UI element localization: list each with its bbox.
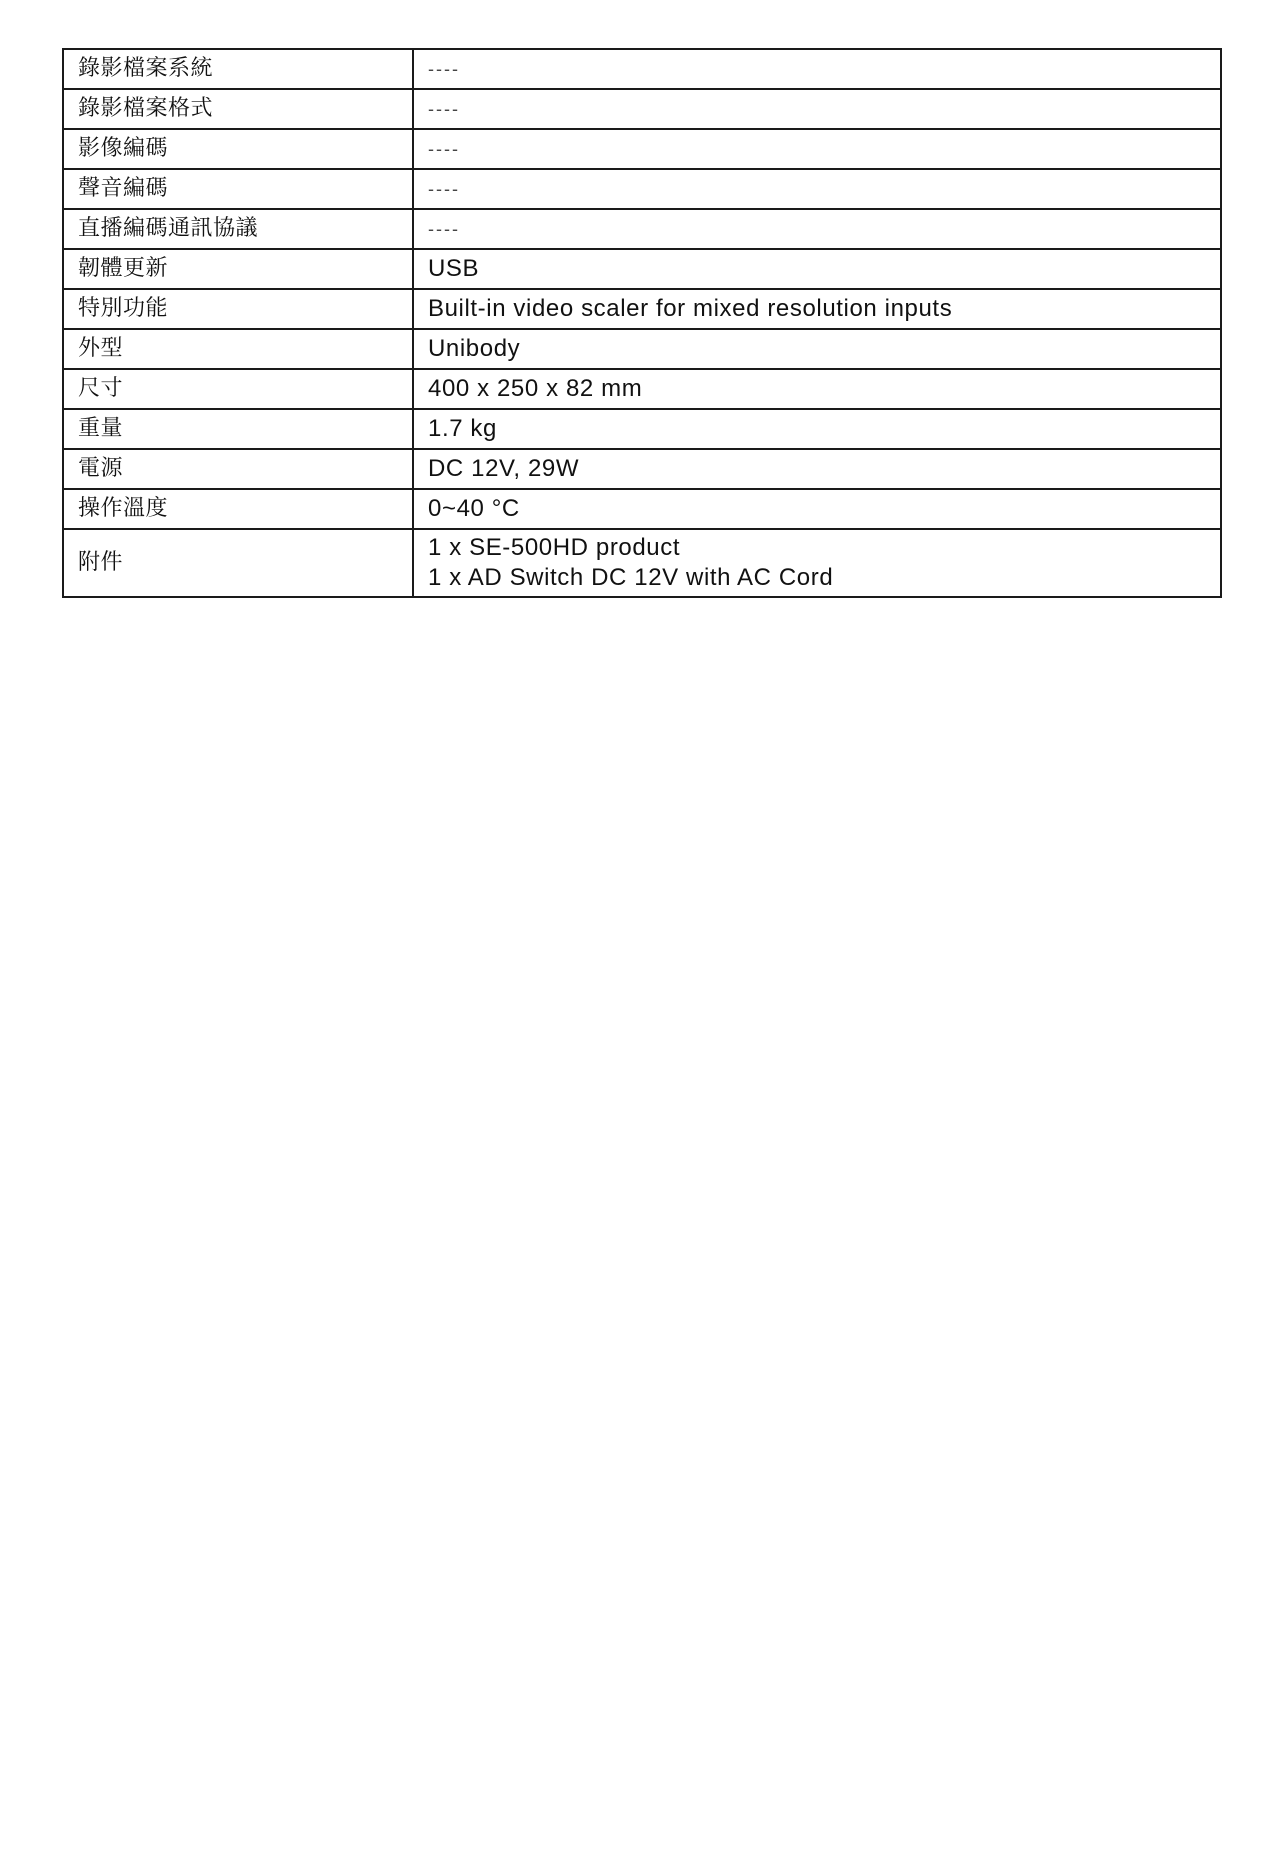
spec-value: 0~40 °C: [413, 489, 1221, 529]
spec-row-accessories: [63, 529, 1221, 597]
spec-label: 影像編碼: [63, 129, 413, 169]
spec-row-streaming-protocol: [63, 209, 1221, 249]
spec-label: 重量: [63, 409, 413, 449]
spec-value: ----: [413, 49, 1221, 89]
spec-label: 附件: [63, 529, 413, 597]
spec-row-form-factor: [63, 329, 1221, 369]
spec-label: 外型: [63, 329, 413, 369]
accessory-line: 1 x AD Switch DC 12V with AC Cord: [428, 564, 834, 591]
spec-row-operating-temperature: [63, 489, 1221, 529]
spec-row-recording-file-system: [63, 49, 1221, 89]
spec-value: ----: [413, 89, 1221, 129]
spec-row-audio-codec: [63, 169, 1221, 209]
spec-label: 錄影檔案系統: [63, 49, 413, 89]
spec-row-video-codec: [63, 129, 1221, 169]
spec-row-power: [63, 449, 1221, 489]
spec-row-recording-file-format: [63, 89, 1221, 129]
spec-value: ----: [413, 169, 1221, 209]
spec-row-special-features: [63, 289, 1221, 329]
spec-value: USB: [413, 249, 1221, 289]
spec-value: 400 x 250 x 82 mm: [413, 369, 1221, 409]
spec-value: [413, 529, 1221, 597]
spec-label: 直播編碼通訊協議: [63, 209, 413, 249]
spec-label: 特別功能: [63, 289, 413, 329]
spec-value: ----: [413, 129, 1221, 169]
spec-label: 錄影檔案格式: [63, 89, 413, 129]
spec-label: 尺寸: [63, 369, 413, 409]
spec-row-firmware-update: [63, 249, 1221, 289]
accessory-line: 1 x SE-500HD product: [428, 534, 681, 561]
spec-label: 電源: [63, 449, 413, 489]
spec-value: Built-in video scaler for mixed resolution inputs: [413, 289, 1221, 329]
spec-label: 操作溫度: [63, 489, 413, 529]
spec-table: [62, 48, 1222, 598]
spec-row-weight: [63, 409, 1221, 449]
spec-value: 1.7 kg: [413, 409, 1221, 449]
spec-value: Unibody: [413, 329, 1221, 369]
spec-value: ----: [413, 209, 1221, 249]
spec-label: 韌體更新: [63, 249, 413, 289]
spec-row-dimensions: [63, 369, 1221, 409]
spec-label: 聲音編碼: [63, 169, 413, 209]
spec-value: DC 12V, 29W: [413, 449, 1221, 489]
